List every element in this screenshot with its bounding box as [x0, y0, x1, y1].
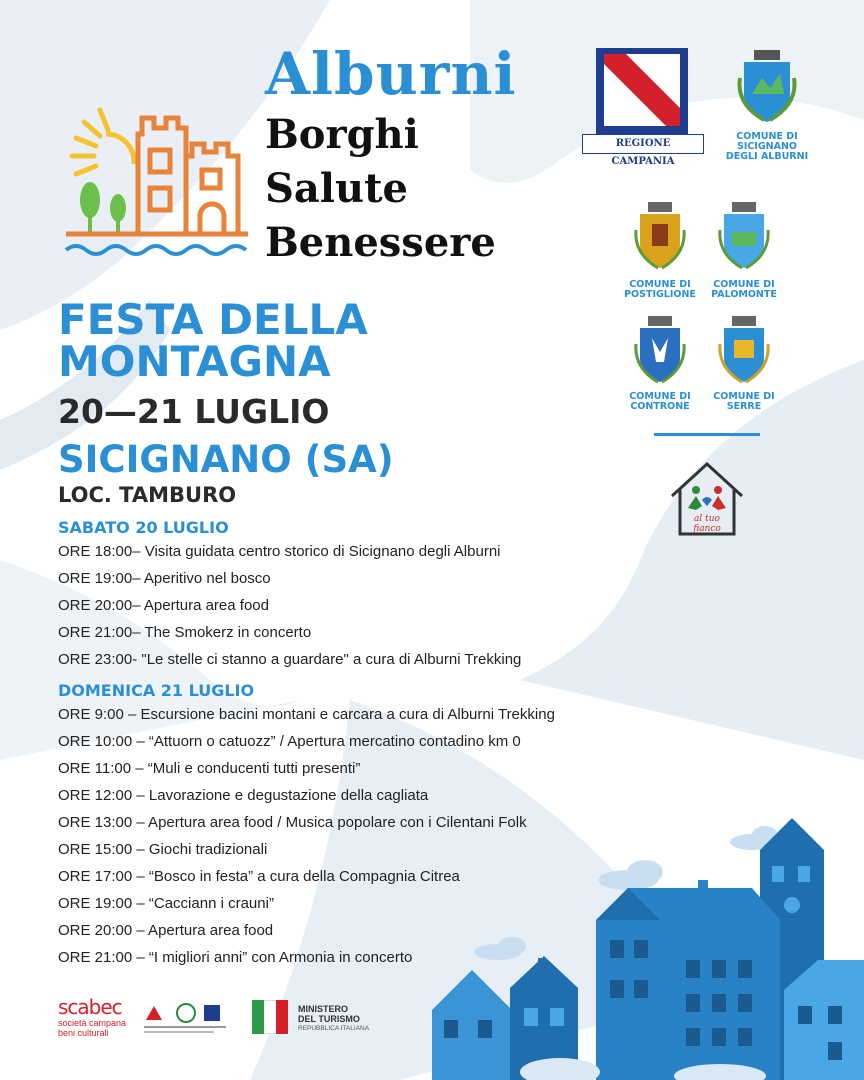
- al-tuo-fianco-logo: [668, 460, 746, 538]
- comune-serre-logo: [712, 316, 776, 416]
- castle-sun-logo: [62, 104, 252, 264]
- ministero-line-2: DEL TURISMO: [298, 1014, 360, 1024]
- comune-palomonte-logo: [712, 202, 776, 302]
- funding-logos: [142, 1000, 228, 1036]
- postiglione-crest-icon: [634, 202, 686, 272]
- logos-divider: [654, 433, 760, 436]
- palomonte-label-1: COMUNE DI: [713, 279, 775, 290]
- list-item: ORE 23:00- "Le stelle ci stanno a guardare" a cura di Alburni Trekking: [58, 651, 522, 668]
- list-item: ORE 11:00 – “Muli e conducenti tutti presenti”: [58, 760, 361, 777]
- regione-flag-icon: [596, 48, 688, 134]
- list-item: ORE 9:00 – Escursione bacini montani e carcara a cura di Alburni Trekking: [58, 706, 555, 723]
- ministero-line-1: MINISTERO: [298, 1004, 349, 1014]
- saturday-heading: SABATO 20 LUGLIO: [58, 518, 229, 537]
- comune-sicignano-logo: [725, 48, 809, 164]
- list-item: ORE 21:00– The Smokerz in concerto: [58, 624, 312, 641]
- brand-line-salute: Salute: [265, 165, 409, 212]
- controne-label-2: CONTRONE: [630, 401, 690, 412]
- list-item: ORE 19:00– Aperitivo nel bosco: [58, 570, 271, 587]
- serre-label-1: COMUNE DI: [713, 391, 775, 402]
- brand-line-borghi: Borghi: [265, 111, 419, 158]
- scabec-sub-1: società campana: [58, 1018, 127, 1028]
- regione-campania-logo: [582, 48, 702, 167]
- comune-controne-logo: [628, 316, 692, 416]
- list-item: ORE 17:00 – “Bosco in festa” a cura della Compagnia Citrea: [58, 868, 460, 885]
- list-item: ORE 21:00 – “I migliori anni” con Armonia in concerto: [58, 949, 413, 966]
- italian-flag-icon: [252, 1000, 288, 1034]
- palomonte-label-2: PALOMONTE: [711, 289, 777, 300]
- event-title-line2: MONTAGNA: [58, 337, 331, 386]
- event-location: LOC. TAMBURO: [58, 483, 237, 507]
- sicignano-crest-icon: [736, 48, 798, 126]
- al-tuo-fianco-label: al tuo fianco: [693, 514, 721, 534]
- sicignano-label-1: COMUNE DI: [736, 131, 798, 142]
- event-dates: 20—21 LUGLIO: [58, 392, 330, 431]
- ministero-line-3: REPUBBLICA ITALIANA: [298, 1025, 370, 1032]
- list-item: ORE 18:00– Visita guidata centro storico di Sicignano degli Alburni: [58, 543, 501, 560]
- event-place: SICIGNANO (SA): [58, 438, 394, 481]
- sicignano-label-3: DEGLI ALBURNI: [725, 151, 809, 162]
- brand-line-benessere: Benessere: [265, 219, 496, 266]
- village-illustration: [420, 810, 864, 1080]
- ministero-logo: [298, 1004, 369, 1034]
- brand-title: Alburni: [265, 40, 517, 108]
- postiglione-label-1: COMUNE DI: [629, 279, 691, 290]
- list-item: ORE 10:00 – “Attuorn o catuozz” / Apertura mercatino contadino km 0: [58, 733, 521, 750]
- list-item: ORE 12:00 – Lavorazione e degustazione della cagliata: [58, 787, 429, 804]
- controne-crest-icon: [634, 316, 686, 386]
- scabec-logo: [58, 996, 128, 1038]
- palomonte-crest-icon: [718, 202, 770, 272]
- controne-label-1: COMUNE DI: [629, 391, 691, 402]
- comune-postiglione-logo: [624, 202, 696, 302]
- list-item: ORE 13:00 – Apertura area food / Musica popolare con i Cilentani Folk: [58, 814, 527, 831]
- list-item: ORE 20:00– Apertura area food: [58, 597, 269, 614]
- serre-label-2: SERRE: [726, 401, 762, 412]
- regione-label: REGIONE CAMPANIA: [582, 134, 704, 154]
- scabec-sub-2: beni culturali: [58, 1028, 109, 1038]
- sunday-heading: DOMENICA 21 LUGLIO: [58, 681, 255, 700]
- list-item: ORE 15:00 – Giochi tradizionali: [58, 841, 268, 858]
- list-item: ORE 19:00 – “Cacciann i crauni”: [58, 895, 274, 912]
- serre-crest-icon: [718, 316, 770, 386]
- sicignano-label-2: SICIGNANO: [736, 141, 797, 152]
- event-title-line1: FESTA DELLA: [58, 295, 368, 344]
- saturday-list: [58, 538, 521, 673]
- list-item: ORE 20:00 – Apertura area food: [58, 922, 274, 939]
- postiglione-label-2: POSTIGLIONE: [624, 289, 696, 300]
- scabec-wordmark: scabec: [58, 995, 122, 1019]
